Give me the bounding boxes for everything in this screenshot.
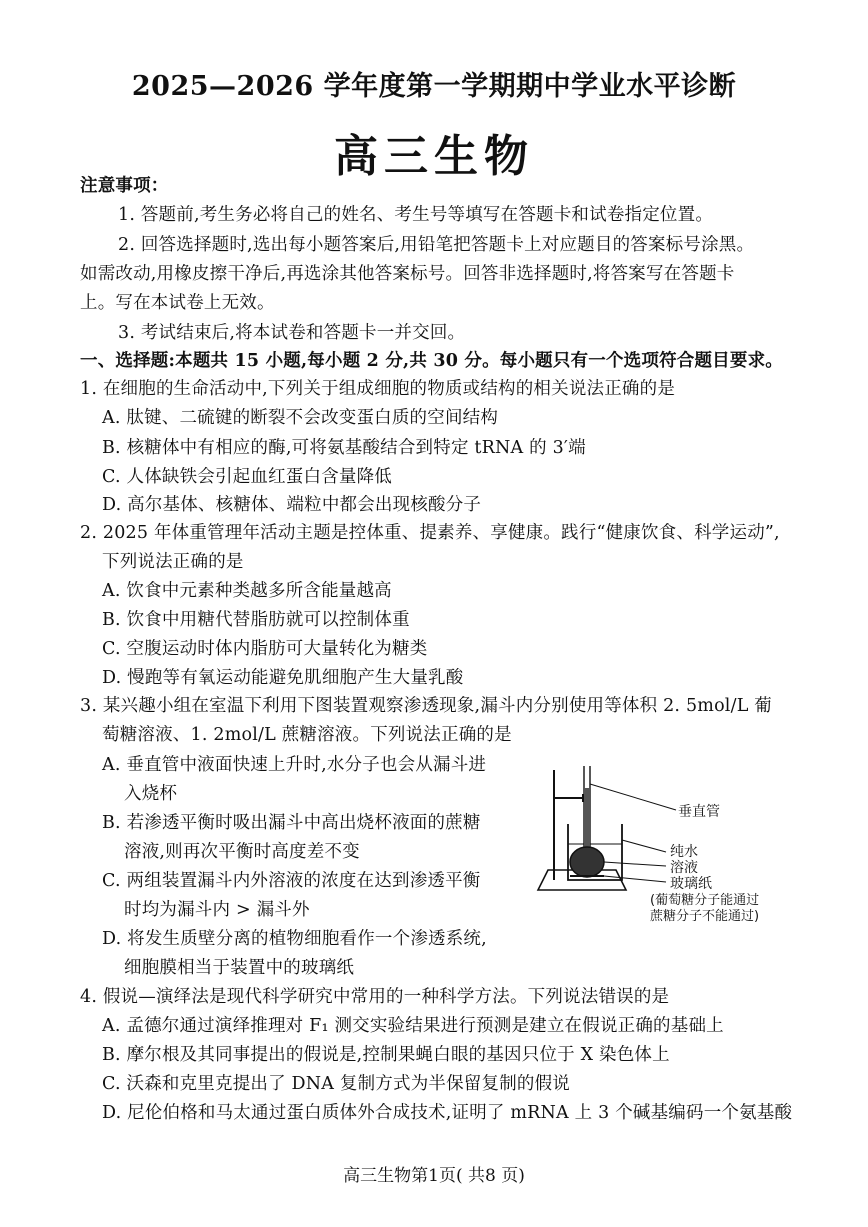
leader-line [590,784,676,810]
option-b: B. 摩尔根及其同事提出的假说是,控制果蝇白眼的基因只位于 X 染色体上 [102,1045,670,1065]
label-solution: 溶液 [670,860,698,876]
option-b: B. 饮食中用糖代替脂肪就可以控制体重 [102,610,410,630]
option-c: C. 两组装置漏斗内外溶液的浓度在达到渗透平衡 [102,871,481,891]
question-stem: 下列说法正确的是 [102,552,244,572]
option-d: D. 高尔基体、核糖体、端粒中都会出现核酸分子 [102,495,482,515]
label-note-2: 蔗糖分子不能通过) [650,909,760,924]
notice-heading: 注意事项： [80,176,169,196]
option-a: A. 孟德尔通过演绎推理对 F₁ 测交实验结果进行预测是建立在假说正确的基础上 [102,1016,724,1036]
option-d: D. 将发生质壁分离的植物细胞看作一个渗透系统, [102,929,487,949]
question-stem: 萄糖溶液、1. 2mol/L 蔗糖溶液。下列说法正确的是 [102,725,512,745]
exam-title: 2025—2026 学年度第一学期期中学业水平诊断 [131,71,737,102]
osmosis-apparatus-figure [520,758,790,938]
option-a: A. 肽键、二硫键的断裂不会改变蛋白质的空间结构 [102,408,499,428]
question-stem: 4. 假说—演绎法是现代科学研究中常用的一种科学方法。下列说法错误的是 [80,987,670,1007]
option-a: A. 垂直管中液面快速上升时,水分子也会从漏斗进 [102,755,487,775]
option-c: C. 沃森和克里克提出了 DNA 复制方式为半保留复制的假说 [102,1074,570,1094]
page-footer: 高三生物第1页( 共8 页) [343,1166,525,1186]
option-c: C. 人体缺铁会引起血红蛋白含量降低 [102,467,392,487]
option-d: D. 尼伦伯格和马太通过蛋白质体外合成技术,证明了 mRNA 上 3 个碱基编码一个氨基酸 [102,1103,793,1123]
question-stem: 3. 某兴趣小组在室温下利用下图装置观察渗透现象,漏斗内分别使用等体积 2. 5mol/L 葡 [80,696,772,716]
option-d: D. 慢跑等有氧运动能避免肌细胞产生大量乳酸 [102,668,464,688]
label-vertical-tube: 垂直管 [678,804,720,820]
option-a: A. 饮食中元素种类越多所含能量越高 [102,581,392,601]
option-c-cont: 时均为漏斗内 > 漏斗外 [124,900,310,920]
label-cellophane: 玻璃纸 [670,876,712,892]
question-stem: 2. 2025 年体重管理年活动主题是控体重、提素养、享健康。践行“健康饮食、科学运动”, [80,523,780,543]
notice-item: 如需改动,用橡皮擦干净后,再选涂其他答案标号。回答非选择题时,将答案写在答题卡 [80,264,735,284]
option-d-cont: 细胞膜相当于装置中的玻璃纸 [124,958,355,978]
option-b: B. 核糖体中有相应的酶,可将氨基酸结合到特定 tRNA 的 3′端 [102,438,586,458]
notice-item: 2. 回答选择题时,选出每小题答案后,用铅笔把答题卡上对应题目的答案标号涂黑。 [118,235,755,255]
subject-title: 高三生物 [334,131,534,182]
option-c: C. 空腹运动时体内脂肪可大量转化为糖类 [102,639,428,659]
option-b-cont: 溶液,则再次平衡时高度差不变 [124,842,360,862]
notice-item: 上。写在本试卷上无效。 [80,293,275,313]
tube-liquid [584,788,590,850]
notice-item: 1. 答题前,考生务必将自己的姓名、考生号等填写在答题卡和试卷指定位置。 [118,205,714,225]
label-pure-water: 纯水 [670,844,698,860]
section-title: 一、选择题:本题共 15 小题,每小题 2 分,共 30 分。每小题只有一个选项符合题目要求。 [80,351,783,371]
option-a-cont: 入烧杯 [124,784,178,804]
label-note-1: (葡萄糖分子能通过 [650,893,760,908]
notice-item: 3. 考试结束后,将本试卷和答题卡一并交回。 [118,323,466,343]
question-stem: 1. 在细胞的生命活动中,下列关于组成细胞的物质或结构的相关说法正确的是 [80,379,676,399]
option-b: B. 若渗透平衡时吸出漏斗中高出烧杯液面的蔗糖 [102,813,481,833]
funnel-bulb [570,847,604,877]
